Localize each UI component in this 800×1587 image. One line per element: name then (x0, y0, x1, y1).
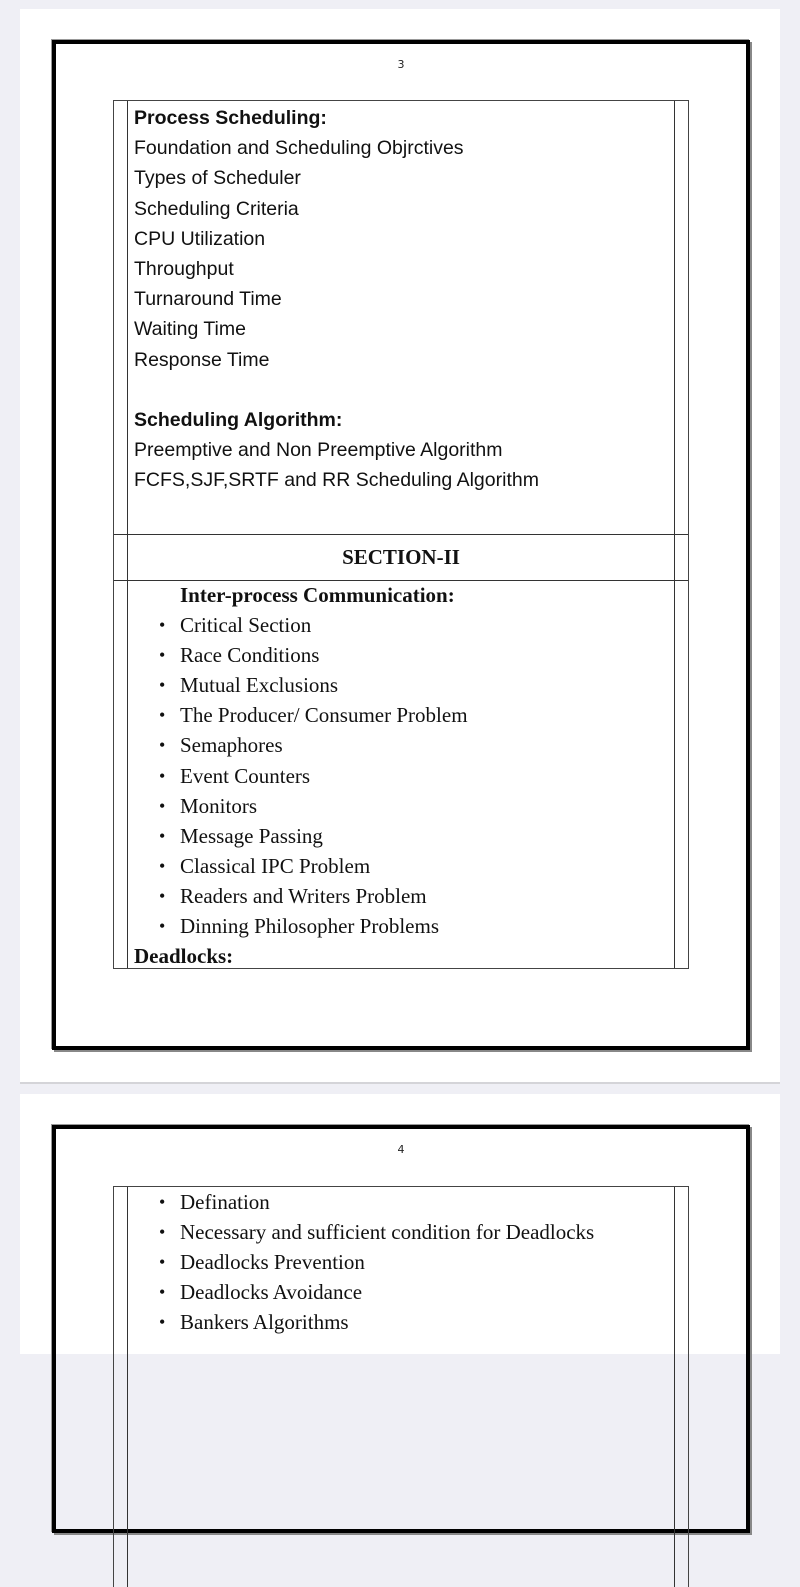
bullet-icon: • (159, 1282, 166, 1303)
topic-item: Waiting Time (134, 318, 246, 341)
list-item-text: Message Passing (180, 823, 323, 848)
ipc-cell (134, 580, 668, 971)
list-item (134, 1307, 668, 1337)
document-page-4 (20, 1094, 780, 1354)
syllabus-table (113, 100, 689, 969)
page-number: 4 (397, 1143, 405, 1156)
topic-item: Throughput (134, 258, 234, 281)
document-page-3 (20, 9, 780, 1082)
list-item (134, 1217, 668, 1247)
list-item (134, 1187, 668, 1217)
page-number: 3 (397, 58, 405, 71)
list-item (134, 911, 668, 941)
section-heading: Scheduling Algorithm: (134, 408, 343, 431)
section-title: SECTION-II (342, 545, 460, 569)
topic-item: Preemptive and Non Preemptive Algorithm (134, 439, 503, 462)
bullet-icon: • (159, 855, 166, 876)
topic-item: FCFS,SJF,SRTF and RR Scheduling Algorithm (134, 469, 539, 492)
list-item-text: Bankers Algorithms (180, 1310, 349, 1335)
table-divider-left (127, 1187, 128, 1587)
list-item-text: Readers and Writers Problem (180, 883, 427, 908)
page-border (52, 1125, 750, 1533)
list-item-text: Monitors (180, 793, 258, 818)
section-heading: Deadlocks: (134, 944, 234, 969)
bullet-icon: • (159, 825, 166, 846)
bullet-icon: • (159, 645, 166, 666)
list-item (134, 851, 668, 881)
list-item (134, 761, 668, 791)
section-heading: Process Scheduling: (134, 107, 327, 129)
list-item (134, 610, 668, 640)
list-item-text: Necessary and sufficient condition for Deadlocks (180, 1220, 595, 1245)
bullet-icon: • (159, 916, 166, 937)
list-item (134, 640, 668, 670)
list-item (134, 700, 668, 730)
section-heading: Inter-process Communication: (180, 583, 455, 607)
bullet-icon: • (159, 1252, 166, 1273)
list-item (134, 1277, 668, 1307)
topic-item: Turnaround Time (134, 288, 282, 311)
list-item-text: The Producer/ Consumer Problem (180, 703, 468, 728)
bullet-icon: • (159, 1312, 166, 1333)
bullet-icon: • (159, 765, 166, 786)
list-item (134, 1247, 668, 1277)
list-item-text: Deadlocks Prevention (180, 1250, 365, 1275)
topic-item: Foundation and Scheduling Objrctives (134, 137, 464, 160)
table-divider-right (674, 1187, 675, 1587)
syllabus-table (113, 1186, 689, 1587)
list-item-text: Dinning Philosopher Problems (180, 914, 440, 939)
list-item-text: Semaphores (180, 733, 283, 758)
list-item-text: Deadlocks Avoidance (180, 1280, 363, 1305)
bullet-icon: • (159, 705, 166, 726)
topic-item: Types of Scheduler (134, 167, 301, 190)
list-item-text: Classical IPC Problem (180, 853, 371, 878)
topic-item: Response Time (134, 348, 270, 371)
list-item (134, 791, 668, 821)
bullet-icon: • (159, 615, 166, 636)
bullet-icon: • (159, 795, 166, 816)
bullet-icon: • (159, 885, 166, 906)
list-item (134, 670, 668, 700)
bullet-icon: • (159, 1192, 166, 1212)
bullet-icon: • (159, 735, 166, 756)
bullet-icon: • (159, 675, 166, 696)
bullet-icon: • (159, 1222, 166, 1243)
page-border (52, 40, 750, 1050)
list-item (134, 730, 668, 760)
deadlock-topic-list (134, 1187, 668, 1337)
spacer (134, 375, 668, 405)
topic-item: CPU Utilization (134, 227, 266, 250)
list-item-text: Defination (180, 1190, 270, 1214)
topic-item: Scheduling Criteria (134, 197, 299, 220)
list-item (134, 821, 668, 851)
ipc-topic-list (134, 610, 668, 941)
list-item-text: Critical Section (180, 613, 312, 638)
list-item-text: Mutual Exclusions (180, 673, 339, 698)
deadlocks-cell (134, 1187, 668, 1337)
list-item-text: Race Conditions (180, 643, 320, 668)
process-scheduling-cell (134, 103, 668, 495)
list-item-text: Event Counters (180, 763, 311, 788)
list-item (134, 881, 668, 911)
